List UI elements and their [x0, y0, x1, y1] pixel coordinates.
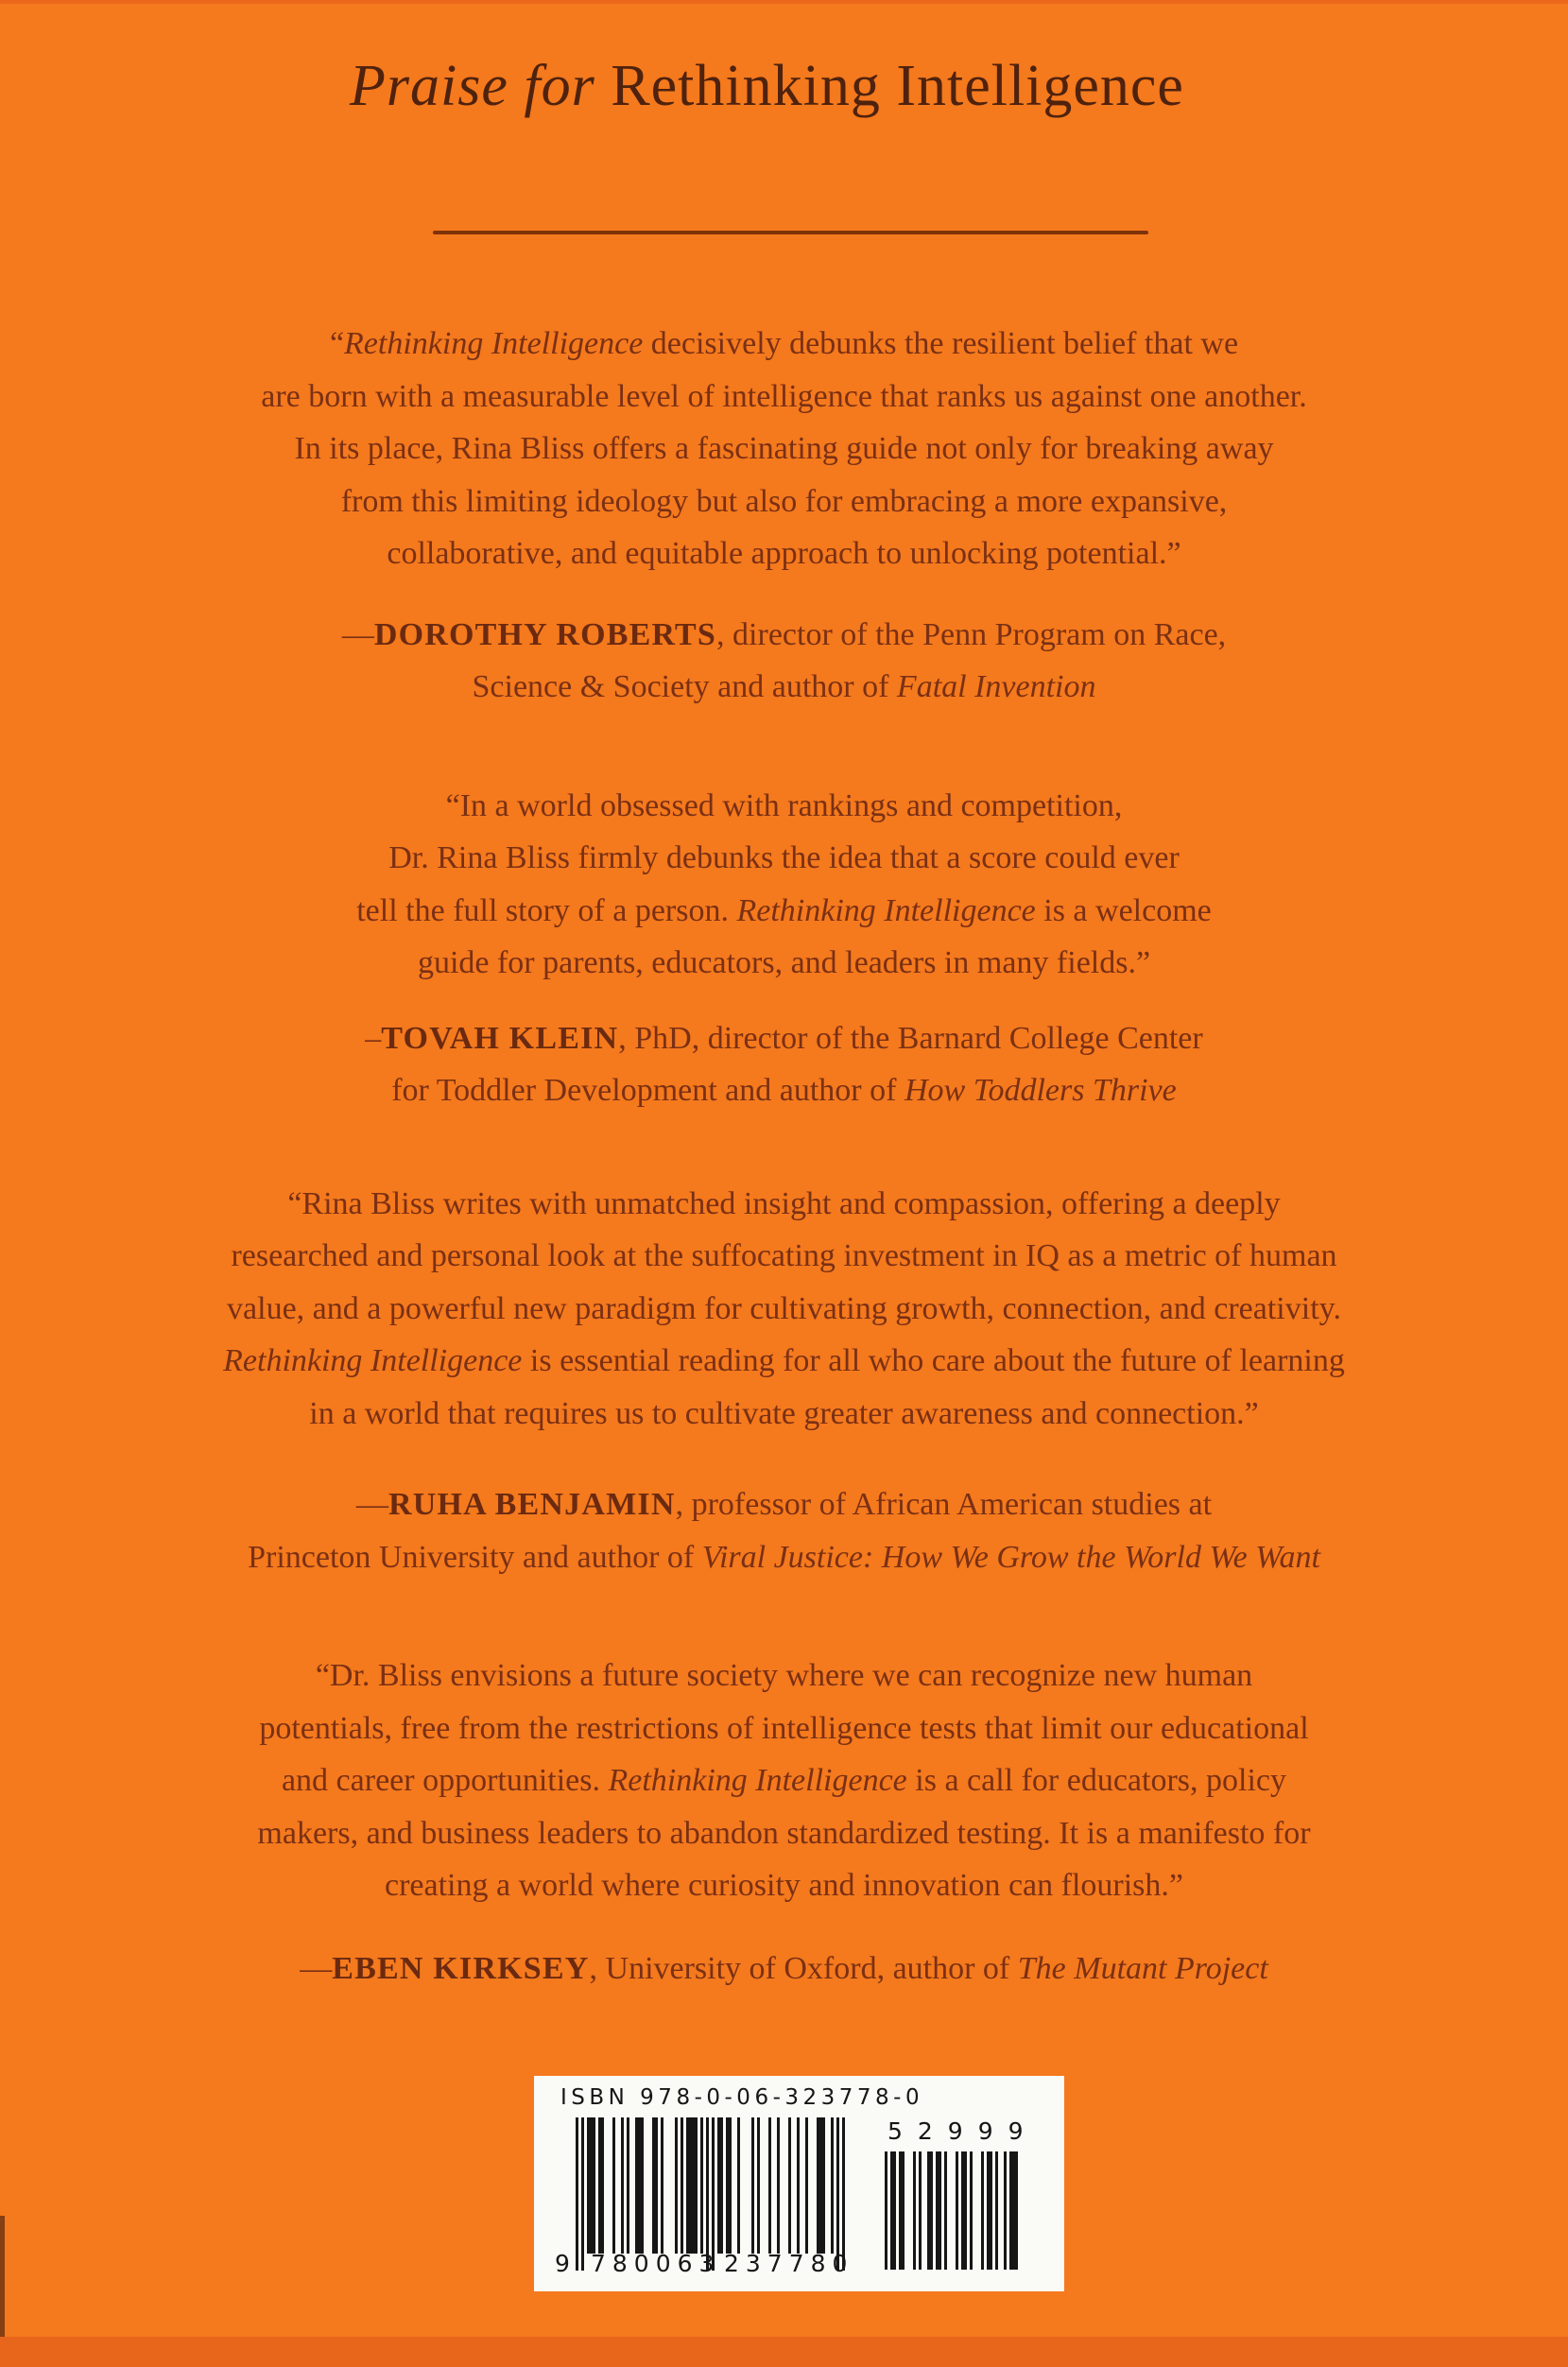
barcode-bar: [836, 2117, 839, 2271]
isbn-barcode-panel: [534, 2076, 1064, 2291]
cover-left-edge: [0, 2216, 5, 2341]
quote-attribution: [0, 1012, 1568, 1117]
barcode-bar: [777, 2117, 780, 2254]
barcode-addon-digits: 52999: [887, 2117, 1039, 2145]
barcode-bar: [899, 2151, 905, 2270]
text-line: —EBEN KIRKSEY, University of Oxford, author of The Mutant Project: [300, 1950, 1268, 1986]
barcode-bar: [712, 2117, 715, 2271]
text-line: Rethinking Intelligence is essential reading for all who care about the future of learning: [223, 1343, 1345, 1378]
barcode-bar: [581, 2117, 584, 2271]
cover-top-edge: [0, 0, 1568, 4]
text-line: Praise for Rethinking Intelligence: [350, 54, 1184, 118]
barcode-bar: [927, 2151, 933, 2270]
quote-attribution: [0, 1943, 1568, 1996]
text-line: guide for parents, educators, and leaders in many fields.”: [417, 945, 1151, 980]
barcode-bar: [956, 2151, 958, 2270]
barcode-bar: [1009, 2151, 1018, 2270]
quote-attribution: [0, 609, 1568, 714]
text-line: —RUHA BENJAMIN, professor of African American studies at: [355, 1487, 1213, 1522]
barcode-bar: [686, 2117, 698, 2254]
text-line: “Dr. Bliss envisions a future society where we can recognize new human: [315, 1658, 1253, 1693]
text-line: “Rina Bliss writes with unmatched insight and compassion, offering a deeply: [287, 1185, 1281, 1221]
barcode-bar: [612, 2117, 615, 2254]
barcode-bar: [936, 2151, 941, 2270]
barcode-digits-left: 780063: [591, 2250, 721, 2277]
barcode-bar: [961, 2151, 967, 2270]
barcode-bar: [751, 2117, 754, 2254]
barcode-bar: [768, 2117, 771, 2254]
quote-text: [0, 1178, 1568, 1441]
barcode-bar: [995, 2151, 998, 2270]
barcode-bar: [1004, 2151, 1007, 2270]
barcode-bar: [700, 2117, 703, 2254]
barcode-bar: [757, 2117, 760, 2254]
barcode-bar: [831, 2117, 834, 2254]
text-line: creating a world where curiosity and innovation can flourish.”: [384, 1868, 1183, 1903]
text-line: value, and a powerful new paradigm for cultivating growth, connection, and creativity.: [227, 1290, 1341, 1326]
text-line: —DOROTHY ROBERTS, director of the Penn Program on Race,: [341, 616, 1227, 652]
text-line: in a world that requires us to cultivate greater awareness and connection.”: [309, 1395, 1259, 1431]
barcode-bar: [627, 2117, 629, 2254]
barcode-bar: [652, 2117, 658, 2254]
barcode-bar: [817, 2117, 825, 2254]
barcode-bar: [890, 2151, 896, 2270]
text-line: Science & Society and author of Fatal Invention: [472, 669, 1096, 704]
barcode-bar: [621, 2117, 624, 2254]
barcode-bar: [788, 2117, 791, 2254]
barcode-bar: [919, 2151, 922, 2270]
barcode-bar: [661, 2117, 663, 2254]
text-line: for Toddler Development and author of How Toddlers Thrive: [391, 1073, 1177, 1108]
page-title: [0, 51, 1551, 121]
text-line: In its place, Rina Bliss offers a fascinating guide not only for breaking away: [294, 431, 1274, 466]
barcode-digit-first: 9: [555, 2250, 570, 2277]
barcode-bar: [706, 2117, 709, 2271]
barcode-bar: [675, 2117, 678, 2254]
quote-block-tovah-klein: [0, 780, 1568, 1117]
barcode-bar: [681, 2117, 683, 2254]
barcode-bar: [587, 2117, 595, 2254]
text-line: from this limiting ideology but also for embracing a more expansive,: [340, 483, 1228, 519]
cover-bottom-edge: [0, 2337, 1568, 2367]
barcode-bar: [737, 2117, 740, 2254]
barcode-bar: [805, 2117, 808, 2254]
barcode-bar: [598, 2117, 604, 2254]
quote-text: [0, 1650, 1568, 1912]
barcode-bar: [576, 2117, 578, 2271]
text-line: potentials, free from the restrictions of intelligence tests that limit our educational: [259, 1710, 1309, 1746]
barcode-bar: [635, 2117, 644, 2254]
quote-block-ruha-benjamin: [0, 1178, 1568, 1584]
barcode-bar: [944, 2151, 947, 2270]
text-line: “In a world obsessed with rankings and competition,: [445, 787, 1123, 823]
quote-block-dorothy-roberts: [0, 318, 1568, 714]
text-line: –TOVAH KLEIN, PhD, director of the Barnard College Center: [365, 1020, 1203, 1056]
barcode-bar: [885, 2151, 887, 2270]
barcode-bar: [987, 2151, 992, 2270]
text-line: tell the full story of a person. Rethinking Intelligence is a welcome: [356, 892, 1212, 928]
text-line: Dr. Rina Bliss firmly debunks the idea that a score could ever: [388, 840, 1180, 875]
barcode-bar: [717, 2117, 723, 2254]
isbn-label: ISBN 978-0-06-323778-0: [560, 2085, 924, 2110]
text-line: “Rethinking Intelligence decisively debunks the resilient belief that we: [329, 326, 1239, 361]
text-line: Princeton University and author of Viral Justice: How We Grow the World We Want: [248, 1539, 1320, 1575]
barcode-digits-right: 237780: [724, 2250, 854, 2277]
title-divider: [433, 231, 1148, 234]
barcode-bar: [842, 2117, 845, 2271]
barcode-bar: [981, 2151, 984, 2270]
text-line: are born with a measurable level of intelligence that ranks us against one another.: [261, 378, 1307, 414]
quote-block-eben-kirksey: [0, 1650, 1568, 1995]
quote-attribution: [0, 1478, 1568, 1583]
barcode-bar: [970, 2151, 973, 2270]
barcode-bar: [797, 2117, 800, 2254]
text-line: makers, and business leaders to abandon standardized testing. It is a manifesto for: [257, 1815, 1311, 1851]
quote-text: [0, 318, 1568, 580]
barcode-bar: [913, 2151, 916, 2270]
text-line: collaborative, and equitable approach to unlocking potential.”: [387, 536, 1181, 571]
text-line: and career opportunities. Rethinking Intelligence is a call for educators, policy: [281, 1763, 1287, 1798]
text-line: researched and personal look at the suffocating investment in IQ as a metric of human: [231, 1238, 1337, 1273]
quote-text: [0, 780, 1568, 990]
barcode-bar: [726, 2117, 732, 2254]
